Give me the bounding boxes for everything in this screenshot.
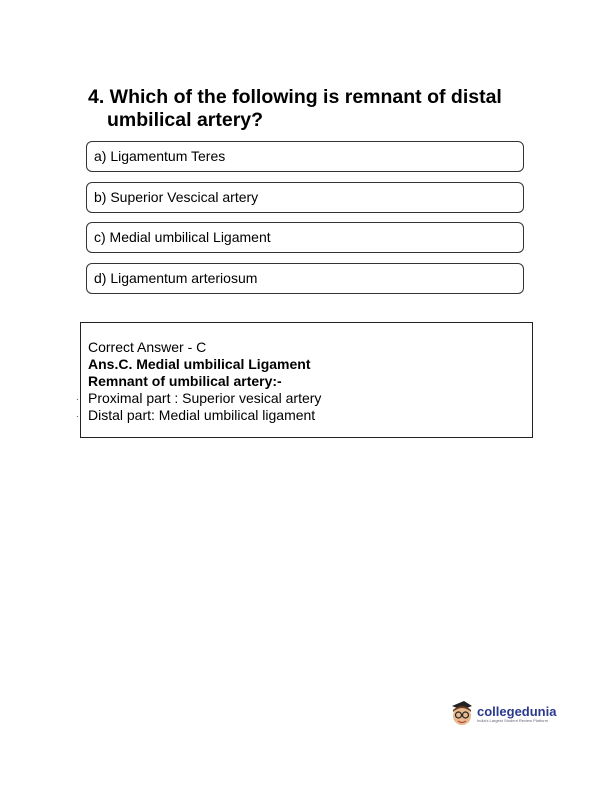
answer-line-proximal: Proximal part : Superior vesical artery — [88, 390, 322, 406]
correct-answer: Correct Answer - C — [88, 339, 207, 355]
option-b[interactable]: b) Superior Vescical artery — [86, 182, 524, 213]
logo-tagline: India's Largest Student Review Platform — [477, 717, 549, 723]
collegedunia-logo — [450, 700, 556, 728]
answer-line-distal: Distal part: Medial umbilical ligament — [88, 407, 316, 423]
logo-name: collegedunia — [477, 703, 557, 719]
answer-title: Ans.C. Medial umbilical Ligament — [88, 356, 311, 372]
answer-subtitle: Remnant of umbilical artery:- — [88, 373, 282, 389]
option-a[interactable]: a) Ligamentum Teres — [86, 141, 524, 172]
answer-box — [80, 322, 533, 438]
option-d[interactable]: d) Ligamentum arteriosum — [86, 263, 524, 294]
question-text — [88, 86, 528, 132]
question-line-2: umbilical artery? — [107, 109, 264, 131]
bullet-dot: . — [76, 409, 79, 420]
option-c[interactable]: c) Medial umbilical Ligament — [86, 222, 524, 253]
bullet-dot: . — [76, 392, 79, 403]
question-line-1: 4. Which of the following is remnant of distal — [88, 86, 502, 108]
mascot-icon — [450, 700, 474, 728]
